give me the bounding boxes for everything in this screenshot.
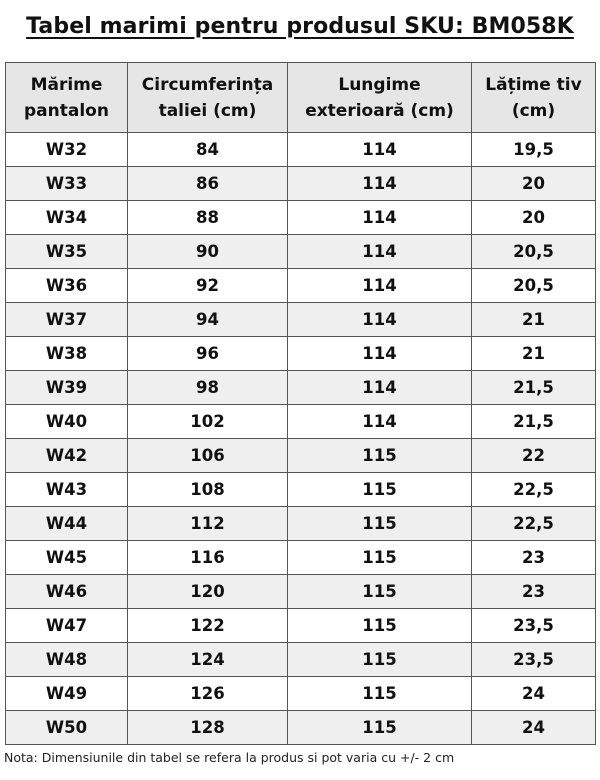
cell-length: 115 — [288, 541, 472, 575]
cell-length: 115 — [288, 643, 472, 677]
table-row — [6, 269, 596, 303]
cell-size: W50 — [6, 711, 128, 745]
cell-waist: 112 — [128, 507, 288, 541]
cell-waist: 122 — [128, 609, 288, 643]
header-hem-width — [472, 63, 596, 133]
cell-length: 114 — [288, 269, 472, 303]
cell-length: 114 — [288, 303, 472, 337]
cell-hem-width: 20 — [472, 201, 596, 235]
cell-hem-width: 21,5 — [472, 371, 596, 405]
cell-waist: 88 — [128, 201, 288, 235]
table-row — [6, 575, 596, 609]
cell-hem-width: 23 — [472, 575, 596, 609]
cell-hem-width: 24 — [472, 677, 596, 711]
header-line: Lățime tiv — [485, 74, 582, 95]
header-line: (cm) — [511, 100, 556, 121]
cell-length: 114 — [288, 201, 472, 235]
cell-length: 114 — [288, 133, 472, 167]
cell-size: W47 — [6, 609, 128, 643]
cell-waist: 86 — [128, 167, 288, 201]
cell-length: 114 — [288, 235, 472, 269]
cell-length: 115 — [288, 439, 472, 473]
header-line: pantalon — [24, 100, 109, 121]
cell-waist: 84 — [128, 133, 288, 167]
cell-waist: 124 — [128, 643, 288, 677]
table-row — [6, 337, 596, 371]
cell-hem-width: 19,5 — [472, 133, 596, 167]
cell-hem-width: 23,5 — [472, 643, 596, 677]
cell-waist: 98 — [128, 371, 288, 405]
cell-hem-width: 21 — [472, 337, 596, 371]
page-title — [0, 10, 600, 44]
cell-size: W38 — [6, 337, 128, 371]
table-row — [6, 371, 596, 405]
cell-waist: 116 — [128, 541, 288, 575]
cell-waist: 102 — [128, 405, 288, 439]
table-body — [6, 133, 596, 745]
cell-hem-width: 21 — [472, 303, 596, 337]
table-row — [6, 609, 596, 643]
cell-length: 115 — [288, 711, 472, 745]
size-table — [5, 62, 596, 745]
cell-length: 115 — [288, 507, 472, 541]
cell-size: W35 — [6, 235, 128, 269]
cell-hem-width: 20,5 — [472, 269, 596, 303]
cell-waist: 120 — [128, 575, 288, 609]
cell-waist: 90 — [128, 235, 288, 269]
cell-waist: 106 — [128, 439, 288, 473]
cell-size: W49 — [6, 677, 128, 711]
table-row — [6, 303, 596, 337]
cell-size: W33 — [6, 167, 128, 201]
table-row — [6, 133, 596, 167]
cell-size: W43 — [6, 473, 128, 507]
table-row — [6, 711, 596, 745]
table-header — [6, 63, 596, 133]
cell-hem-width: 20 — [472, 167, 596, 201]
cell-length: 115 — [288, 575, 472, 609]
header-length — [288, 63, 472, 133]
cell-waist: 94 — [128, 303, 288, 337]
cell-size: W42 — [6, 439, 128, 473]
table-row — [6, 507, 596, 541]
cell-length: 114 — [288, 167, 472, 201]
cell-waist: 96 — [128, 337, 288, 371]
table-row — [6, 643, 596, 677]
header-line: exterioară (cm) — [305, 100, 454, 121]
cell-size: W48 — [6, 643, 128, 677]
header-line: Mărime — [30, 74, 103, 95]
cell-length: 114 — [288, 405, 472, 439]
cell-length: 115 — [288, 609, 472, 643]
cell-hem-width: 22,5 — [472, 507, 596, 541]
header-line: taliei (cm) — [158, 100, 257, 121]
table-row — [6, 541, 596, 575]
header-line: Lungime — [338, 74, 421, 95]
cell-size: W37 — [6, 303, 128, 337]
cell-hem-width: 23,5 — [472, 609, 596, 643]
header-waist — [128, 63, 288, 133]
table-row — [6, 439, 596, 473]
cell-length: 115 — [288, 473, 472, 507]
cell-size: W45 — [6, 541, 128, 575]
cell-waist: 126 — [128, 677, 288, 711]
cell-hem-width: 23 — [472, 541, 596, 575]
cell-size: W46 — [6, 575, 128, 609]
cell-hem-width: 20,5 — [472, 235, 596, 269]
cell-length: 114 — [288, 337, 472, 371]
header-size — [6, 63, 128, 133]
cell-size: W44 — [6, 507, 128, 541]
cell-waist: 108 — [128, 473, 288, 507]
table-row — [6, 235, 596, 269]
cell-length: 115 — [288, 677, 472, 711]
table-row — [6, 167, 596, 201]
cell-waist: 128 — [128, 711, 288, 745]
cell-length: 114 — [288, 371, 472, 405]
cell-size: W36 — [6, 269, 128, 303]
cell-size: W40 — [6, 405, 128, 439]
cell-hem-width: 22 — [472, 439, 596, 473]
cell-hem-width: 22,5 — [472, 473, 596, 507]
footnote: Nota: Dimensiunile din tabel se refera la produs si pot varia cu +/- 2 cm — [4, 750, 455, 765]
cell-size: W34 — [6, 201, 128, 235]
cell-hem-width: 21,5 — [472, 405, 596, 439]
cell-size: W32 — [6, 133, 128, 167]
table-row — [6, 473, 596, 507]
cell-hem-width: 24 — [472, 711, 596, 745]
table-row — [6, 677, 596, 711]
cell-size: W39 — [6, 371, 128, 405]
header-line: Circumferința — [141, 74, 274, 95]
header-row — [6, 63, 596, 133]
page-title-text: Tabel marimi pentru produsul SKU: BM058K — [26, 14, 574, 39]
cell-waist: 92 — [128, 269, 288, 303]
table-row — [6, 405, 596, 439]
table-row — [6, 201, 596, 235]
